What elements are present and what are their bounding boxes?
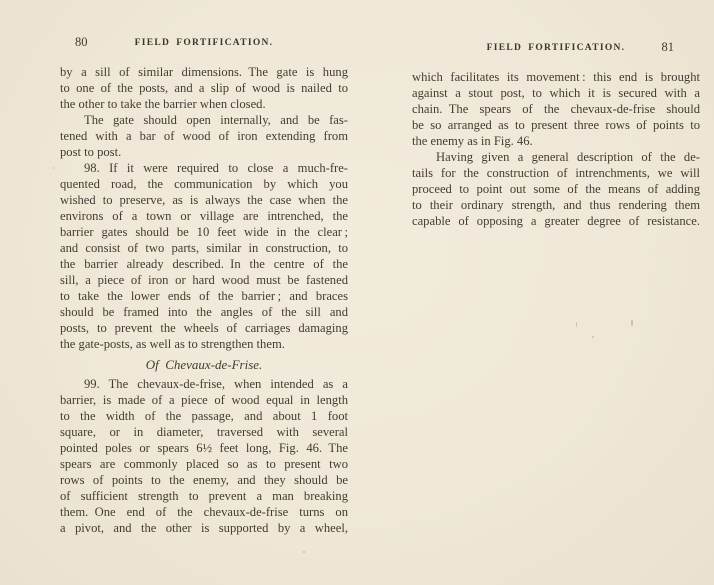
text-line: The gate should open internally, and be fas- <box>84 113 348 127</box>
left-page-header <box>60 35 348 52</box>
paper-speck <box>631 320 633 326</box>
text-line: tened with a bar of wood of iron extending from <box>60 129 348 143</box>
text-line: proceed to point out some of the means of adding <box>412 182 700 196</box>
left-running-title: FIELD FORTIFICATION. <box>134 38 274 48</box>
right-page-number: 81 <box>661 40 674 54</box>
text-line: to the width of the passage, and about 1 foot <box>60 409 348 423</box>
left-page-body <box>60 64 348 536</box>
right-running-title: FIELD FORTIFICATION. <box>486 43 626 53</box>
section-heading: Of Chevaux-de-Frise. <box>145 357 263 372</box>
text-line: which facilitates its movement : this end is brought <box>412 70 700 84</box>
text-line: the barrier already described. In the centre of the <box>60 257 348 271</box>
paper-speck <box>303 551 305 553</box>
text-line: of sufficient strength to prevent a man breaking <box>60 489 348 503</box>
text-line: barrier gates should be 10 feet wide in the clear ; <box>60 225 348 239</box>
text-line: be so arranged as to present three rows of points to <box>412 118 700 132</box>
text-line: sill, a piece of iron or hard wood must be fastened <box>60 273 348 287</box>
text-line: 99. The chevaux-de-frise, when intended as a <box>84 377 348 391</box>
text-line: pointed poles or spears 6½ feet long, Fig. 46. The <box>60 441 348 455</box>
text-line: the enemy as in Fig. 46. <box>412 134 533 148</box>
paper-speck <box>592 336 594 338</box>
text-line: environs of a town or village are intrenched, the <box>60 209 348 223</box>
right-page-body <box>412 69 700 229</box>
text-line: Having given a general description of the de- <box>436 150 700 164</box>
left-page-number: 80 <box>75 35 88 49</box>
text-line: posts, to prevent the wheels of carriages damaging <box>60 321 348 335</box>
text-line: to one of the posts, and a slip of wood is nailed to <box>60 81 348 95</box>
paper-speck <box>53 167 54 169</box>
text-line: to take the lower ends of the barrier ; and braces <box>60 289 348 303</box>
left-page <box>60 35 348 536</box>
text-line: barrier, is made of a piece of wood equal in length <box>60 393 348 407</box>
text-line: rows of points to the enemy, and they should be <box>60 473 348 487</box>
text-line: the gate-posts, as well as to strengthen them. <box>60 337 285 351</box>
text-line: chain. The spears of the chevaux-de-frise should <box>412 102 700 116</box>
text-line: 98. If it were required to close a much-fre- <box>84 161 348 175</box>
text-line: tails for the construction of intrenchments, we will <box>412 166 700 180</box>
text-line: wished to preserve, as is always the case when the <box>60 193 348 207</box>
paper-speck <box>576 322 577 327</box>
text-line: capable of opposing a greater degree of resistance. <box>412 214 700 228</box>
text-line: square, or in diameter, traversed with several <box>60 425 348 439</box>
text-line: against a stout post, to which it is secured with a <box>412 86 700 100</box>
text-line: spears are commonly placed so as to present two <box>60 457 348 471</box>
text-line: to their ordinary strength, and thus rendering them <box>412 198 700 212</box>
text-line: quented road, the communication by which you <box>60 177 348 191</box>
text-line: by a sill of similar dimensions. The gate is hung <box>60 65 348 79</box>
text-line: and consist of two parts, similar in construction, to <box>60 241 348 255</box>
right-page <box>412 40 700 229</box>
text-line: the other to take the barrier when closed. <box>60 97 266 111</box>
text-line: a pivot, and the other is supported by a wheel, <box>60 521 348 535</box>
text-line: should be framed into the angles of the sill and <box>60 305 348 319</box>
text-line: post to post. <box>60 145 122 159</box>
right-page-header <box>412 40 700 57</box>
text-line: them. One end of the chevaux-de-frise turns on <box>60 505 348 519</box>
